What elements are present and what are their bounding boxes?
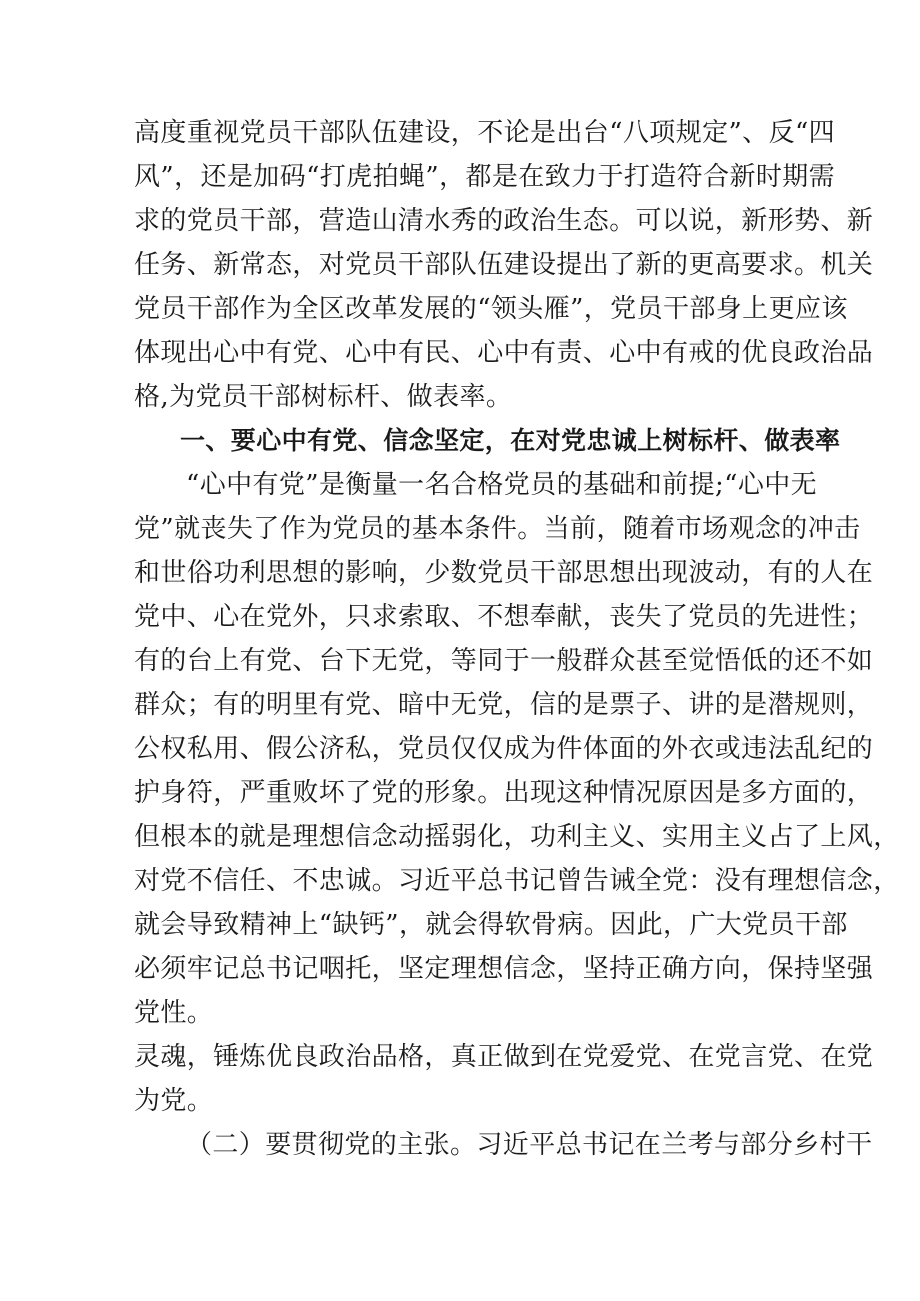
- paragraph-line: 对党不信任、不忠诚。习近平总书记曾告诫全党：没有理想信念，: [134, 866, 900, 896]
- paragraph-line: 群众；有的明里有党、暗中无党，信的是票子、讲的是潜规则，: [134, 690, 874, 720]
- paragraph-line: 和世俗功利思想的影响，少数党员干部思想出现波动，有的人在: [134, 558, 874, 588]
- paragraph-line: 党”就丧失了作为党员的基本条件。当前，随着市场观念的冲击: [134, 514, 861, 544]
- paragraph-line: 有的台上有党、台下无党，等同于一般群众甚至觉悟低的还不如: [134, 646, 874, 676]
- paragraph-line: 灵魂，锤炼优良政治品格，真正做到在党爱党、在党言党、在党: [134, 1042, 874, 1072]
- paragraph-line: 体现出心中有党、心中有民、心中有责、心中有戒的优良政治品: [134, 338, 874, 368]
- paragraph-line: 高度重视党员干部队伍建设，不论是出台“八项规定”、反“四: [134, 118, 836, 148]
- section-heading: 一、要心中有党、信念坚定，在对党忠诚上树标杆、做表率: [180, 426, 841, 455]
- paragraph-line: 必须牢记总书记咽托，坚定理想信念，坚持正确方向，保持坚强: [134, 954, 874, 984]
- paragraph-line: 党员干部作为全区改革发展的“领头雁”，党员干部身上更应该: [134, 294, 848, 324]
- paragraph-line: 任务、新常态，对党员干部队伍建设提出了新的更高要求。机关: [134, 250, 874, 280]
- subsection-line: （二）要贯彻党的主张。习近平总书记在兰考与部分乡村干: [186, 1130, 873, 1160]
- paragraph-line: 就会导致精神上“缺钙”，就会得软骨病。因此，广大党员干部: [134, 910, 848, 940]
- paragraph-line: 护身符，严重败坏了党的形象。出现这种情况原因是多方面的，: [134, 778, 874, 808]
- paragraph-line: 党中、心在党外，只求索取、不想奉献，丧失了党员的先进性；: [134, 602, 874, 632]
- paragraph-line: “心中有党”是衡量一名合格党员的基础和前提;“心中无: [186, 470, 818, 500]
- paragraph-line: 公权私用、假公济私，党员仅仅成为件体面的外衣或违法乱纪的: [134, 734, 874, 764]
- paragraph-line: 求的党员干部，营造山清水秀的政治生态。可以说，新形势、新: [134, 206, 874, 236]
- paragraph-line: 党性。: [134, 998, 214, 1028]
- paragraph-line: 风”，还是加码“打虎拍蝇”，都是在致力于打造符合新时期需: [134, 162, 836, 192]
- paragraph-line: 但根本的就是理想信念动摇弱化，功利主义、实用主义占了上风，: [134, 822, 900, 852]
- paragraph-line: 格,为党员干部树标杆、做表率。: [134, 382, 513, 412]
- paragraph-line: 为党。: [134, 1086, 214, 1116]
